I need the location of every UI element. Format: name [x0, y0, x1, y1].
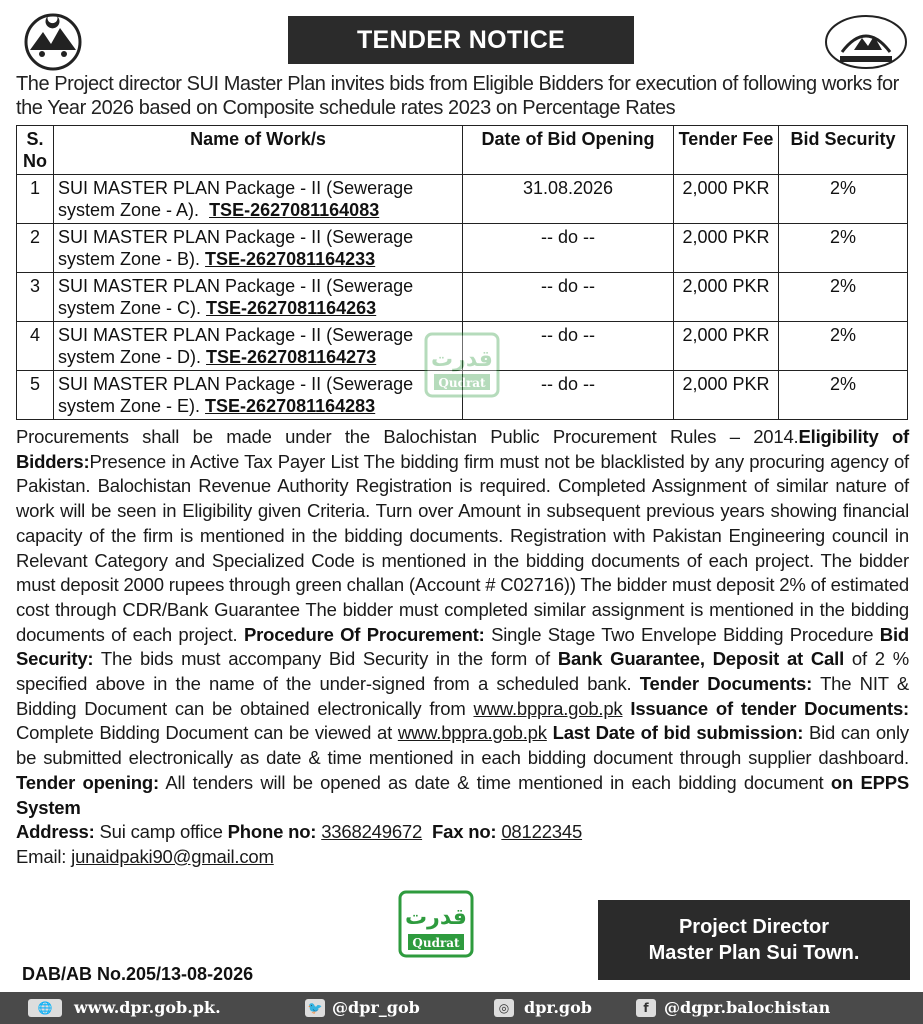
balochistan-emblem-logo [18, 10, 88, 72]
intro-paragraph: The Project director SUI Master Plan invites bids from Eligible Bidders for execution of following works for the Year 2026 based on Composite schedule rates 2023 on Percentage Rates [16, 73, 899, 119]
table-row [17, 273, 908, 322]
qudrat-logo [398, 890, 474, 958]
tse-number: TSE-2627081164233 [205, 249, 376, 269]
header-name: Name of Work/s [54, 126, 463, 175]
row-name: SUI MASTER PLAN Package - II (Sewerage system Zone - A). TSE-2627081164083 [54, 175, 463, 224]
signature-block [598, 900, 910, 980]
bppra-link-2[interactable]: www.bppra.gob.pk [397, 722, 547, 744]
qudrat-watermark-logo [424, 332, 500, 398]
row-sn: 5 [17, 371, 54, 420]
row-date: 31.08.2026 [463, 175, 674, 224]
row-security: 2% [779, 273, 908, 322]
signature-title: Project Director [678, 916, 830, 938]
svg-text:ﻗﺪﺭﺕ: ﻗﺪﺭﺕ [405, 905, 467, 930]
twitter-icon: 🐦 [305, 999, 325, 1017]
signature-office: Master Plan Sui Town. [648, 942, 860, 964]
row-name: SUI MASTER PLAN Package - II (Sewerage system Zone - B). TSE-2627081164233 [54, 224, 463, 273]
header-security: Bid Security [779, 126, 908, 175]
footer-website[interactable]: www.dpr.gob.pk. [74, 998, 221, 1017]
header-fee: Tender Fee [674, 126, 779, 175]
row-security: 2% [779, 371, 908, 420]
bppra-link[interactable]: www.bppra.gob.pk [473, 697, 623, 719]
globe-icon: 🌐 [28, 999, 62, 1017]
row-sn: 1 [17, 175, 54, 224]
table-header-row [17, 126, 908, 175]
row-fee: 2,000 PKR [674, 371, 779, 420]
tender-notice-title: TENDER NOTICE [288, 16, 634, 64]
footer-instagram[interactable]: dpr.gob [524, 998, 592, 1017]
row-name: SUI MASTER PLAN Package - II (Sewerage system Zone - C). TSE-2627081164263 [54, 273, 463, 322]
header-date: Date of Bid Opening [463, 126, 674, 175]
phone-number: 3368249672 [321, 821, 423, 843]
row-fee: 2,000 PKR [674, 273, 779, 322]
footer-twitter[interactable]: @dpr_gob [332, 998, 420, 1017]
row-sn: 2 [17, 224, 54, 273]
reference-number: DAB/AB No.205/13-08-2026 [22, 964, 254, 984]
tse-number: TSE-2627081164083 [209, 200, 380, 220]
government-seal-logo [822, 12, 910, 72]
row-date: -- do -- [463, 273, 674, 322]
row-sn: 4 [17, 322, 54, 371]
instagram-icon: ◎ [494, 999, 514, 1017]
fax-number: 08122345 [501, 821, 583, 843]
row-name: SUI MASTER PLAN Package - II (Sewerage system Zone - E). TSE-2627081164283 [54, 371, 463, 420]
email-link[interactable]: junaidpaki90@gmail.com [71, 845, 274, 867]
table-row [17, 224, 908, 273]
watermark-text: Qudrat [438, 376, 486, 390]
table-row [17, 175, 908, 224]
row-security: 2% [779, 322, 908, 371]
row-date: -- do -- [463, 371, 674, 420]
tse-number: TSE-2627081164283 [205, 396, 376, 416]
tse-number: TSE-2627081164263 [206, 298, 377, 318]
facebook-icon: f [636, 999, 656, 1017]
row-security: 2% [779, 224, 908, 273]
row-date: -- do -- [463, 322, 674, 371]
row-security: 2% [779, 175, 908, 224]
row-fee: 2,000 PKR [674, 175, 779, 224]
logo-text: Qudrat [412, 936, 460, 950]
row-sn: 3 [17, 273, 54, 322]
footer-facebook[interactable]: @dgpr.balochistan [664, 998, 831, 1017]
row-fee: 2,000 PKR [674, 224, 779, 273]
row-name: SUI MASTER PLAN Package - II (Sewerage system Zone - D). TSE-2627081164273 [54, 322, 463, 371]
svg-text:ﻗﺪﺭﺕ: ﻗﺪﺭﺕ [431, 347, 493, 372]
terms-paragraph: Procurements shall be made under the Balochistan Public Procurement Rules – 2014.Eligibility of Bidders:Presence in Active Tax Payer List The bidding firm must not be blacklisted by any procuring agency of Pakistan. Balochistan Revenue Authority Registration is required. Completed Assignment of similar nature of work will be seen in Eligibility given Criteria. Turn over Amount in subsequent previous years showing financial capacity of the firm is mentioned in the bidding documents. Registration with Pakistan Engineering council in Relevant Category and Specialized Code is mentioned in the bidding documents of each project. The bidder must deposit 2000 rupees through green challan (Account # C02716)) The bidder must deposit 2% of estimated cost through CDR/Bank Guarantee The bidder must completed similar assignment is mentioned in the bidding documents of each project. Procedure Of Procurement: Single Stage Two Envelope Bidding Procedure Bid Security: The bids must accompany Bid Security in the form of Bank Guarantee, Deposit at Call of 2 % specified above in the name of the under-signed from a scheduled bank. Tender Documents: The NIT & Bidding Document can be obtained electronically from www.bppra.gob.pk Issuance of tender Documents: Complete Bidding Document can be viewed at www.bppra.gob.pk Last Date of bid submission: Bid can only be submitted electronically as date & time mentioned in each bidding document through supplier dashboard. Tender opening: All tenders will be opened as date & time mentioned in each bidding document on EPPS System Address: Sui camp office Phone no: 3368249672 Fax no: 08122345 Email: junaidpaki90@gmail.com [16, 426, 910, 867]
tse-number: TSE-2627081164273 [206, 347, 377, 367]
row-date: -- do -- [463, 224, 674, 273]
footer-bar [0, 992, 923, 1024]
header-sn: S. No [17, 126, 54, 175]
row-fee: 2,000 PKR [674, 322, 779, 371]
